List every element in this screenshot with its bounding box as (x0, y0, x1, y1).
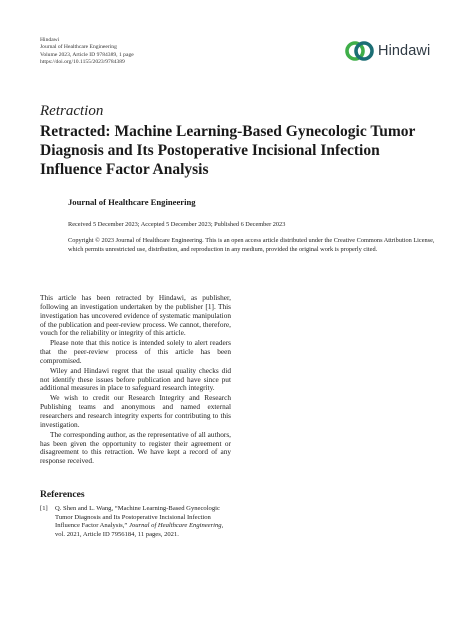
logo-text: Hindawi (378, 43, 431, 59)
hindawi-rings-icon (345, 38, 375, 64)
body-paragraph: The corresponding author, as the representative of all authors, has been given the opportunity to register their agreement or disagreement to this retraction. We have kept a record of any response received. (40, 429, 231, 466)
header-metadata (40, 37, 134, 66)
article-dates: Received 5 December 2023; Accepted 5 December 2023; Published 6 December 2023 (68, 221, 286, 228)
doi-link[interactable]: https://doi.org/10.1155/2023/9784389 (40, 58, 125, 65)
publisher-name: Hindawi (40, 37, 60, 43)
references-heading: References (40, 489, 85, 500)
reference-text (55, 505, 231, 539)
body-paragraph: Wiley and Hindawi regret that the usual quality checks did not identify these issues before publication and have since put additional measures in place to safeguard research integrity. (40, 365, 231, 393)
retraction-body (40, 294, 231, 467)
reference-details: , vol. 2021, Article ID 7956184, 11 pages, 2021. (55, 522, 224, 538)
reference-item (40, 505, 231, 539)
reference-authors-title: Q. Shen and L. Wang, “Machine Learning-Based Gynecologic Tumor Diagnosis and Its Postoperative Incisional Infection Influence Factor Analysis,” (55, 505, 220, 529)
volume-line: Volume 2023, Article ID 9784389, 1 page (40, 51, 134, 58)
body-paragraph: This article has been retracted by Hindawi, as publisher, following an investigation undertaken by the publisher [1]. This investigation has uncovered evidence of systematic manipulation of the publication and peer-review process. We cannot, therefore, vouch for the reliability or integrity of this article. (40, 293, 231, 338)
body-paragraph: Please note that this notice is intended solely to alert readers that the peer-review process of this article has been compromised. (40, 338, 231, 365)
copyright-notice: Copyright © 2023 Journal of Healthcare Engineering. This is an open access article distributed under the Creative Commons Attribution License, which permits unrestricted use, distribution, and reproduction in any medium, provided the original work is properly cited. (68, 237, 435, 253)
hindawi-logo (345, 38, 430, 64)
article-title: Retracted: Machine Learning-Based Gynecologic Tumor Diagnosis and Its Postoperative Incisional Infection Influence Factor Analysis (40, 123, 416, 178)
article-journal: Journal of Healthcare Engineering (68, 197, 196, 207)
reference-journal: Journal of Healthcare Engineering (128, 522, 222, 529)
body-paragraph: We wish to credit our Research Integrity and Research Publishing teams and anonymous and named external researchers and research integrity experts for contributing to this investigation. (40, 393, 231, 429)
article-kind: Retraction (40, 103, 104, 119)
journal-name: Journal of Healthcare Engineering (40, 44, 117, 51)
reference-number: [1] (40, 505, 48, 512)
